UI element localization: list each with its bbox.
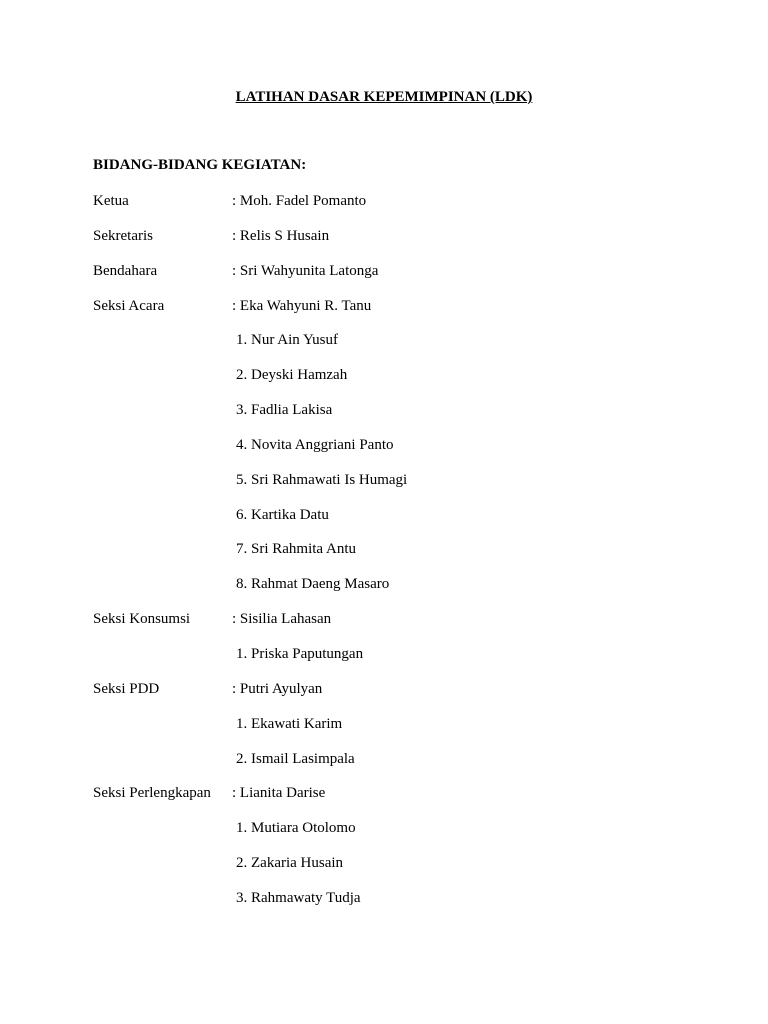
role-row [93, 610, 713, 645]
role-value: : Eka Wahyuni R. Tanu [232, 297, 372, 314]
role-row [93, 262, 713, 297]
role-row [93, 680, 713, 715]
member-row [93, 331, 713, 366]
member-row [93, 401, 713, 436]
section-heading: BIDANG-BIDANG KEGIATAN: [93, 157, 307, 173]
member-row [93, 854, 713, 889]
role-value: : Sisilia Lahasan [232, 611, 332, 628]
role-row [93, 227, 713, 262]
member-row [93, 540, 713, 575]
role-row [93, 784, 713, 819]
role-label: Sekretaris [93, 227, 153, 244]
document-title: LATIHAN DASAR KEPEMIMPINAN (LDK) [235, 89, 533, 105]
role-label: Ketua [93, 193, 129, 209]
member-row [93, 506, 713, 541]
member-row [93, 750, 713, 785]
member-name: 8. Rahmat Daeng Masaro [236, 576, 390, 593]
role-label: Seksi PDD [93, 680, 160, 697]
member-row [93, 889, 713, 924]
role-value: : Moh. Fadel Pomanto [232, 193, 367, 209]
member-row [93, 471, 713, 506]
member-name: 7. Sri Rahmita Antu [236, 541, 356, 558]
role-row [93, 297, 713, 332]
member-name: 4. Novita Anggriani Panto [236, 436, 394, 453]
role-row [93, 192, 713, 227]
committee-list [93, 192, 713, 924]
member-row [93, 436, 713, 471]
role-value: : Putri Ayulyan [232, 680, 323, 697]
role-label: Seksi Acara [93, 297, 165, 314]
member-name: 6. Kartika Datu [236, 506, 329, 523]
member-row [93, 715, 713, 750]
role-value: : Lianita Darise [232, 785, 326, 802]
member-name: 5. Sri Rahmawati Is Humagi [236, 471, 408, 488]
role-value: : Relis S Husain [232, 227, 330, 244]
member-row [93, 575, 713, 610]
member-name: 2. Deyski Hamzah [236, 367, 348, 384]
member-name: 2. Zakaria Husain [236, 855, 344, 872]
role-label: Bendahara [93, 262, 158, 279]
role-value: : Sri Wahyunita Latonga [232, 262, 379, 279]
role-label: Seksi Perlengkapan [93, 785, 211, 802]
member-name: 1. Mutiara Otolomo [236, 820, 356, 837]
member-name: 1. Nur Ain Yusuf [236, 332, 338, 349]
member-name: 3. Rahmawaty Tudja [236, 889, 361, 906]
member-name: 1. Ekawati Karim [236, 715, 343, 732]
member-name: 3. Fadlia Lakisa [236, 402, 333, 419]
member-row [93, 819, 713, 854]
member-row [93, 645, 713, 680]
member-name: 2. Ismail Lasimpala [236, 750, 355, 767]
member-row [93, 366, 713, 401]
member-name: 1. Priska Paputungan [236, 645, 364, 662]
role-label: Seksi Konsumsi [93, 611, 191, 628]
